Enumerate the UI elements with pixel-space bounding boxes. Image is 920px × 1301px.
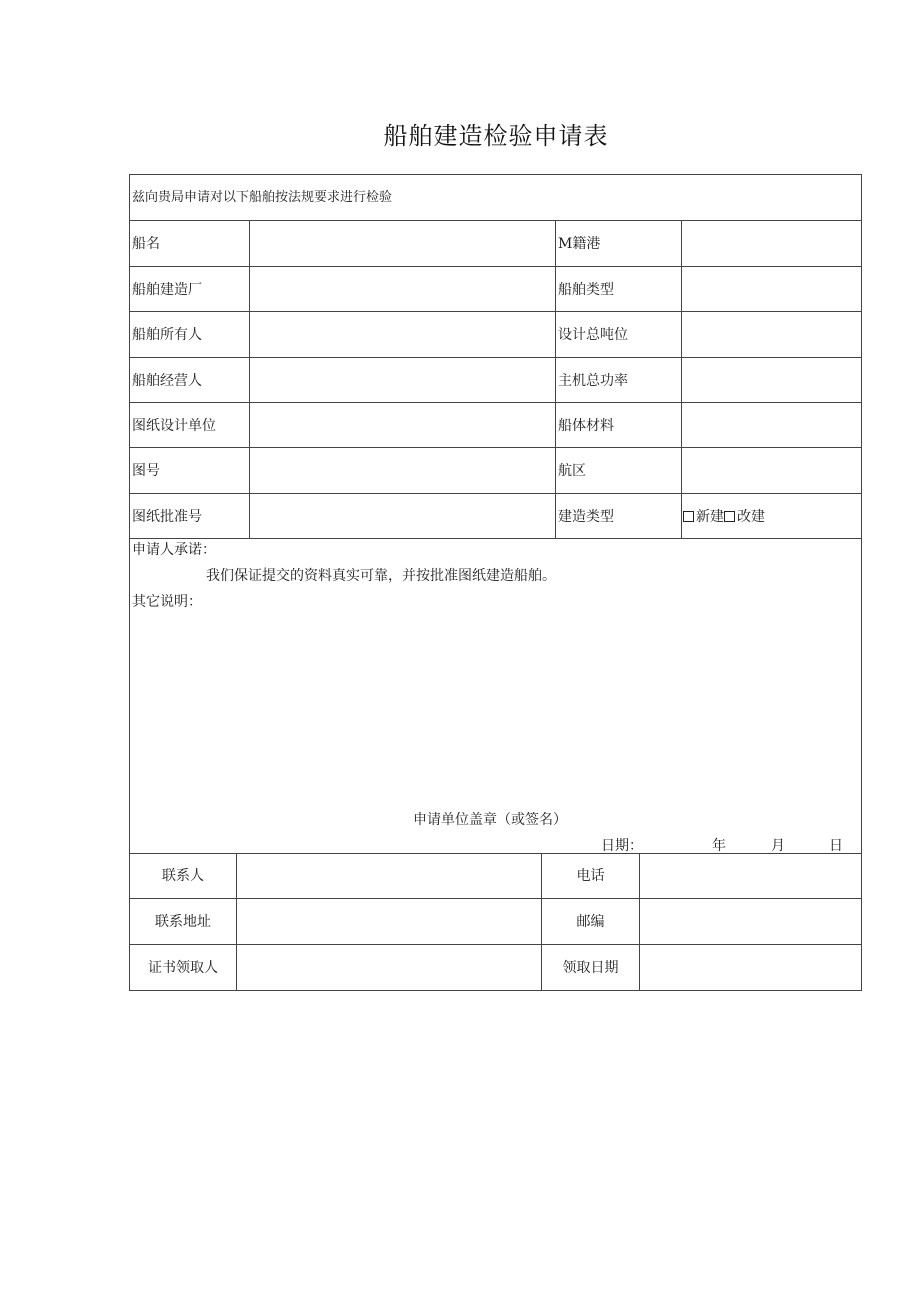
other-notes-field[interactable] bbox=[130, 614, 861, 804]
month-label: 月 bbox=[771, 838, 785, 854]
phone-label: 电话 bbox=[576, 868, 605, 884]
contact-address-label: 联系地址 bbox=[155, 914, 211, 930]
rebuild-option-label: 改建 bbox=[737, 509, 765, 525]
approval-number-field[interactable] bbox=[250, 494, 555, 538]
applicant-promise-text: 我们保证提交的资料真实可靠，并按批准图纸建造船舶。 bbox=[206, 568, 556, 584]
table-border bbox=[861, 174, 862, 991]
drawing-number-label: 图号 bbox=[132, 463, 160, 479]
other-notes-label: 其它说明： bbox=[132, 594, 202, 610]
date-label: 日期： bbox=[601, 838, 643, 854]
contact-address-field[interactable] bbox=[237, 899, 541, 944]
stamp-signature-label: 申请单位盖章（或签名） bbox=[413, 812, 567, 828]
postcode-field[interactable] bbox=[640, 899, 861, 944]
table-divider bbox=[555, 220, 556, 538]
ship-name-field[interactable] bbox=[250, 221, 555, 266]
form-title: 船舶建造检验申请表 bbox=[383, 122, 609, 150]
day-label: 日 bbox=[829, 838, 843, 854]
ship-owner-field[interactable] bbox=[250, 312, 555, 357]
table-border bbox=[129, 174, 862, 175]
ship-operator-label: 船舶经营人 bbox=[132, 373, 202, 389]
build-type-options bbox=[683, 509, 765, 525]
certificate-recipient-label: 证书领取人 bbox=[148, 960, 218, 976]
table-divider bbox=[129, 538, 862, 539]
design-unit-label: 图纸设计单位 bbox=[132, 418, 216, 434]
new-build-checkbox[interactable] bbox=[683, 511, 694, 522]
build-type-label: 建造类型 bbox=[558, 509, 614, 525]
collection-date-label: 领取日期 bbox=[562, 960, 619, 976]
application-form bbox=[129, 174, 862, 991]
contact-person-field[interactable] bbox=[237, 854, 541, 898]
gross-tonnage-field[interactable] bbox=[682, 312, 861, 357]
port-of-registry-field[interactable] bbox=[682, 221, 861, 266]
navigation-area-field[interactable] bbox=[682, 448, 861, 493]
shipyard-label: 船舶建造厂 bbox=[132, 282, 202, 298]
intro-text: 兹向贵局申请对以下船舶按法规要求进行检验 bbox=[132, 190, 393, 205]
contact-person-label: 联系人 bbox=[162, 868, 204, 884]
table-border bbox=[129, 990, 862, 991]
approval-number-label: 图纸批准号 bbox=[132, 509, 202, 525]
engine-power-label: 主机总功率 bbox=[558, 373, 628, 389]
ship-operator-field[interactable] bbox=[250, 358, 555, 402]
postcode-label: 邮编 bbox=[576, 914, 605, 930]
new-build-option-label: 新建 bbox=[696, 509, 724, 525]
design-unit-field[interactable] bbox=[250, 403, 555, 447]
applicant-promise-label: 申请人承诺： bbox=[132, 542, 216, 558]
certificate-recipient-field[interactable] bbox=[237, 945, 541, 990]
shipyard-field[interactable] bbox=[250, 267, 555, 311]
port-of-registry-label: M籍港 bbox=[558, 236, 601, 252]
hull-material-label: 船体材料 bbox=[558, 418, 614, 434]
navigation-area-label: 航区 bbox=[558, 463, 586, 479]
ship-name-label: 船名 bbox=[132, 236, 160, 252]
gross-tonnage-label: 设计总吨位 bbox=[558, 327, 628, 343]
ship-type-field[interactable] bbox=[682, 267, 861, 311]
phone-field[interactable] bbox=[640, 854, 861, 898]
ship-type-label: 船舶类型 bbox=[558, 282, 614, 298]
rebuild-checkbox[interactable] bbox=[724, 511, 735, 522]
ship-owner-label: 船舶所有人 bbox=[132, 327, 202, 343]
engine-power-field[interactable] bbox=[682, 358, 861, 402]
hull-material-field[interactable] bbox=[682, 403, 861, 447]
drawing-number-field[interactable] bbox=[250, 448, 555, 493]
collection-date-field[interactable] bbox=[640, 945, 861, 990]
year-label: 年 bbox=[712, 838, 726, 854]
